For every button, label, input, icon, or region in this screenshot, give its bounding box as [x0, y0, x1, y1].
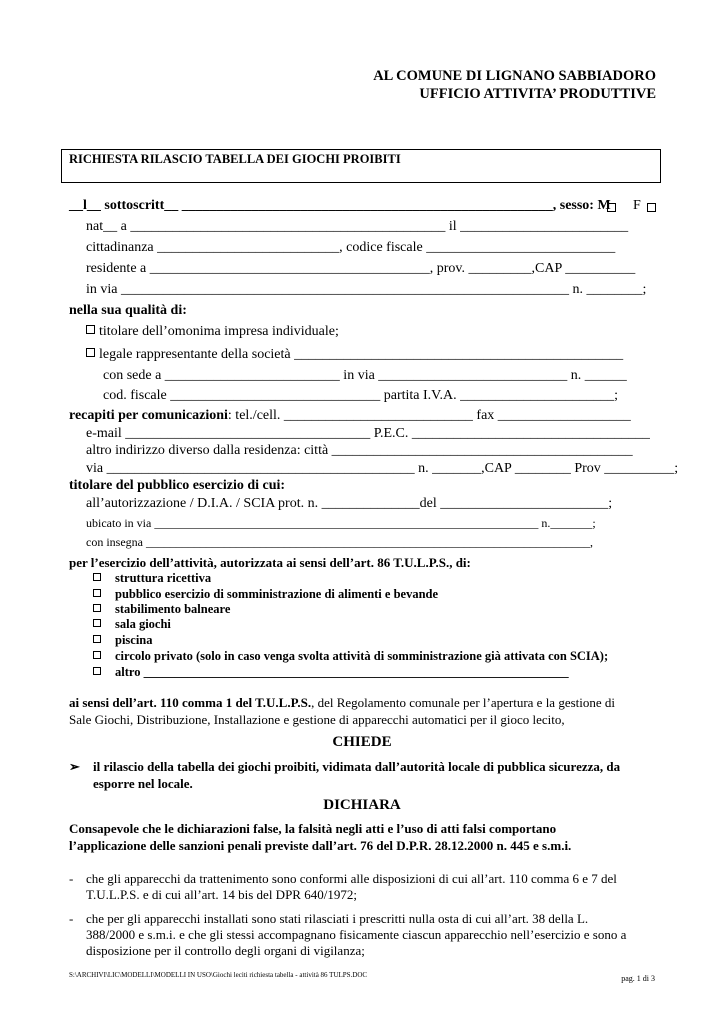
legal-basis-line-1 [69, 695, 615, 711]
contacts-line[interactable] [69, 408, 631, 424]
sex-options[interactable] [615, 198, 641, 214]
recipient-line-2: UFFICIO ATTIVITA’ PRODUTTIVE [419, 86, 656, 102]
citizenship-line[interactable]: cittadinanza __________________________, codice fiscale ___________________________ [86, 240, 616, 255]
applicant-line[interactable] [69, 198, 611, 214]
chiede-heading: CHIEDE [332, 734, 392, 750]
activity-label: piscina [115, 633, 153, 647]
sex-m-checkbox[interactable] [607, 203, 616, 212]
request-line-2: esporre nel locale. [93, 776, 193, 791]
activity-checkbox[interactable] [93, 604, 101, 612]
contacts-fields: : tel./cell. ___________________________ fax ___________________ [227, 408, 631, 423]
declaration-2-line-2: 388/2000 e s.m.i. e che gli stessi accompagnano fisicamente ciascun apparecchio nell’esercizio e sono a [86, 927, 627, 942]
birth-line[interactable]: nat__ a _____________________________________________ il ________________________ [86, 219, 629, 234]
legal-basis-bold: ai sensi dell’art. 110 comma 1 del T.U.L.P.S. [69, 695, 312, 710]
company-tax-line[interactable]: cod. fiscale ______________________________ partita I.V.A. ______________________; [103, 388, 618, 403]
sex-f-checkbox[interactable] [647, 203, 656, 212]
legal-rep-label: legale rappresentante della società _______________________________________________ [99, 347, 624, 362]
activity-label: circolo privato (solo in caso venga svolta attività di somministrazione già attivata con SCIA); [115, 649, 609, 663]
activity-item[interactable] [93, 602, 230, 617]
activity-checkbox[interactable] [93, 573, 101, 581]
activity-item[interactable] [93, 665, 569, 680]
activity-item[interactable] [93, 617, 171, 632]
legal-basis-rest: , del Regolamento comunale per l’apertura e la gestione di [311, 695, 616, 710]
activity-label: altro ____________________________________________________________________ [115, 665, 569, 679]
awareness-line-2: l’applicazione delle sanzioni penali previste dall’art. 76 del D.P.R. 28.12.2000 n. 445 e s.m.i. [69, 838, 572, 853]
dash-icon: - [69, 871, 74, 886]
activity-label: sala giochi [115, 617, 171, 631]
declaration-1-line-1: che gli apparecchi da trattenimento sono conformi alle disposizioni di cui all’art. 110 comma 6 e 7 del [86, 871, 617, 886]
business-heading: titolare del pubblico esercizio di cui: [69, 478, 286, 493]
title-box [61, 149, 661, 183]
residence-line[interactable]: residente a ________________________________________, prov. _________,CAP __________ [86, 261, 636, 276]
dichiara-heading: DICHIARA [323, 797, 401, 813]
sign-line[interactable]: con insegna __________________________________________________________________________, [86, 535, 593, 549]
email-line[interactable]: e-mail ___________________________________ P.E.C. __________________________________ [86, 426, 650, 441]
address-line[interactable]: in via ________________________________________________________________ n. ________; [86, 282, 647, 297]
contacts-label: recapiti per comunicazioni [69, 408, 228, 423]
declaration-2-line-3: disposizione per il controllo degli organi di vigilanza; [86, 943, 365, 958]
activity-item[interactable] [93, 649, 608, 664]
alt-via-line[interactable]: via ____________________________________________ n. _______,CAP ________ Prov __________; [86, 461, 679, 476]
option-sole-owner[interactable] [86, 324, 339, 340]
alt-address-line[interactable]: altro indirizzo diverso dalla residenza: città ___________________________________________ [86, 443, 633, 458]
activity-label: struttura ricettiva [115, 571, 212, 585]
activity-item[interactable] [93, 571, 211, 586]
activity-heading: per l’esercizio dell’attività, autorizzata ai sensi dell’art. 86 T.U.L.P.S., di: [69, 555, 471, 570]
legal-rep-checkbox[interactable] [86, 348, 95, 357]
activity-checkbox[interactable] [93, 619, 101, 627]
document-title: RICHIESTA RILASCIO TABELLA DEI GIOCHI PROIBITI [69, 152, 401, 166]
recipient-line-1: AL COMUNE DI LIGNANO SABBIADORO [373, 68, 656, 84]
option-legal-rep[interactable] [86, 347, 623, 363]
sole-owner-checkbox[interactable] [86, 325, 95, 334]
awareness-line-1: Consapevole che le dichiarazioni false, la falsità negli atti e l’uso di atti falsi comportano [69, 821, 557, 836]
authorization-line[interactable]: all’autorizzazione / D.I.A. / SCIA prot. n. ______________del ________________________; [86, 496, 613, 511]
declaration-1-line-2: T.U.L.P.S. e di cui all’art. 14 bis del DPR 640/1972; [86, 887, 357, 902]
dash-icon: - [69, 911, 74, 926]
company-address-line[interactable]: con sede a _________________________ in via ___________________________ n. ______ [103, 368, 627, 383]
arrow-icon: ➢ [69, 759, 80, 774]
located-line[interactable]: ubicato in via ________________________________________________________________ n._______; [86, 516, 596, 530]
activity-item[interactable] [93, 633, 153, 648]
activity-checkbox[interactable] [93, 635, 101, 643]
activity-label: stabilimento balneare [115, 602, 231, 616]
activity-label: pubblico esercizio di somministrazione di alimenti e bevande [115, 587, 439, 601]
request-line-1: il rilascio della tabella dei giochi proibiti, vidimata dall’autorità locale di pubblica sicurezza, da [93, 759, 621, 774]
activity-checkbox[interactable] [93, 651, 101, 659]
sole-owner-label: titolare dell’omonima impresa individuale; [99, 324, 339, 339]
footer-page-number: pag. 1 di 3 [621, 974, 655, 983]
applicant-text: __l__ sottoscritt__ _____________________________________________________, sesso: M [69, 198, 611, 213]
capacity-heading: nella sua qualità di: [69, 303, 187, 318]
activity-item[interactable] [93, 587, 438, 602]
legal-basis-line-2: Sale Giochi, Distribuzione, Installazione e gestione di apparecchi automatici per il gioco lecito, [69, 712, 565, 727]
footer-file-path: S:\ARCHIVI\LIC\MODELLI\MODELLI IN USO\Giochi leciti richiesta tabella - attività 86 TULPS.DOC [69, 971, 368, 979]
declaration-2-line-1: che per gli apparecchi installati sono stati rilasciati i prescritti nulla osta di cui all’art. 38 della L. [86, 911, 589, 926]
activity-checkbox[interactable] [93, 667, 101, 675]
activity-checkbox[interactable] [93, 589, 101, 597]
sex-f-label: F [633, 198, 641, 213]
